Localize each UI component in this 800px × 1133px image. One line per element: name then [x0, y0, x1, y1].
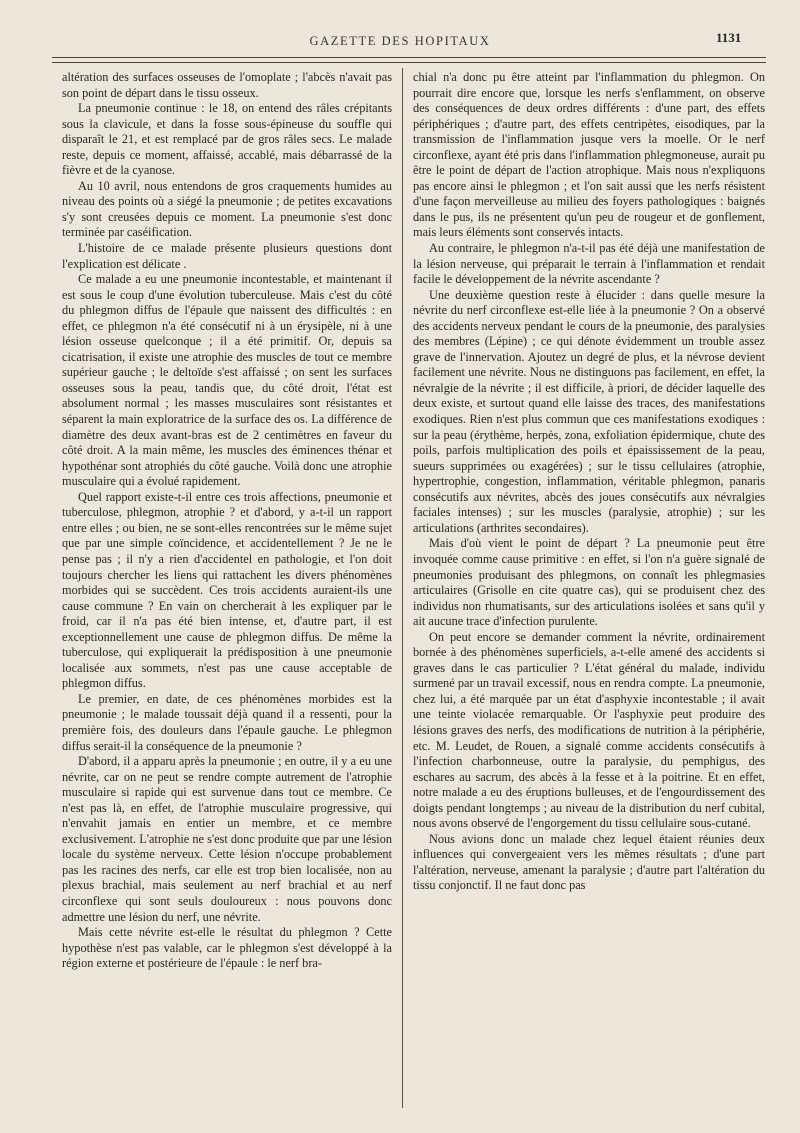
paragraph: Au contraire, le phlegmon n'a-t-il pas été déjà une manifestation de la lésion nerveuse, qui préparait le terrain à l'inflammation et rendait facile le développement de la névrite ascendante ? [413, 241, 765, 287]
page-number: 1131 [716, 30, 742, 45]
paragraph: On peut encore se demander comment la névrite, ordinairement bornée à des phénomènes superficiels, a-t-elle amené des accidents si graves dans le cas particulier ? L'état général du malade, individu surmené par un travail excessif, nous en rendra compte. La pneumonie, chez lui, a été marquée par un état d'asphyxie incontestable ; il avait une teinte violacée remarquable. Or l'asphyxie peut produire des lésions graves des nerfs, des modifications de nutrition à la périphérie, etc. M. Leudet, de Rouen, a signalé comme accidents consécutifs à l'infection charbonneuse, outre la paralysie, du pemphigus, des eschares au sacrum, des abcès à la fesse et à la poitrine. Et en effet, notre malade a eu des éruptions bulleuses, et de l'engourdissement des doigts pendant longtemps ; au niveau de la distribution du nerf cubital, nous avons observé de l'engorgement du tissu cellulaire sous-cutané. [413, 629, 765, 831]
header-rule [52, 57, 766, 58]
paragraph: La pneumonie continue : le 18, on entend des râles crépitants sous la clavicule, et dans la fosse sous-épineuse du souffle qui disparaît le 21, et est remplacé par de gros râles secs. Le malade reste, depuis ce moment, affaissé, accablé, mais débarrassé de la fièvre et de la cyanose. [62, 101, 392, 178]
paragraph: D'abord, il a apparu après la pneumonie ; en outre, il y a eu une névrite, car on ne peut se rendre compte autrement de l'atrophie musculaire si rapide qui est survenue dans tout ce membre. Ce n'est pas là, en effet, de l'atrophie musculaire progressive, qui n'envahit jamais en entier un membre, et ce membre exclusivement. L'atrophie ne s'est donc produite que par une lésion locale du système nerveux. Cette lésion n'occupe probablement pas les racines des nerfs, car elle est trop bien localisée, non au plexus brachial, mais seulement au nerf brachial et au nerf circonflexe qui sont seuls douloureux : nous pouvons donc admettre une lésion du nerf, une névrite. [62, 754, 392, 924]
paragraph: chial n'a donc pu être atteint par l'inflammation du phlegmon. On pourrait dire encore que, lorsque les nerfs s'enflamment, on observe des conséquences de deux ordres différents : d'une part, des effets périphériques ; d'autre part, des effets centripètes, eisodiques, par la transmission de l'inflammation jusque vers la moelle. Or le nerf circonflexe, ayant été pris dans l'inflammation phlegmoneuse, aurait pu être le point de départ de l'action atrophique. Mais nous n'expliquons pas encore ainsi le phlegmon ; et l'on sait aussi que les nerfs résistent d'une façon merveilleuse au milieu des foyers pathologiques : baignés dans le pus, ils ne présentent qu'un peu de rougeur et de gonflement, mais leurs éléments sont conservés intacts. [413, 70, 765, 240]
right-column [413, 70, 765, 894]
paragraph: Ce malade a eu une pneumonie incontestable, et maintenant il est sous le coup d'une évolution tuberculeuse. Mais c'est du côté du phlegmon diffus de l'épaule que naissent des difficultés : en effet, ce phlegmon n'a été consécutif ni à un érysipèle, ni à une lésion osseuse quelconque ; il a été primitif. Or, depuis sa cicatrisation, il existe une atrophie des muscles de tout ce membre supérieur gauche ; le deltoïde s'est affaissé ; on sent les surfaces osseuses sous la peau, tandis que, du côté droit, l'état est absolument normal ; les masses musculaires sont résistantes et séparent la main exploratrice de la surface des os. La différence de diamètre des deux avant-bras est de 2 centimètres en faveur du côté droit. A la main même, les muscles des éminences thénar et hypothénar sont atrophiés du côté gauche. Voilà donc une atrophie musculaire qui a évolué rapidement. [62, 272, 392, 489]
paragraph: Mais d'où vient le point de départ ? La pneumonie peut être invoquée comme cause primitive : en effet, si l'on n'a guère signalé de pneumonies produisant des phlegmons, on connaît les phlegmasies articulaires (Grisolle en cite quatre cas), qui se produisent chez des individus non rhumatisants, sur des articulations isolées et sans qu'il y ait aucune trace d'infection purulente. [413, 536, 765, 629]
paragraph: Une deuxième question reste à élucider : dans quelle mesure la névrite du nerf circonflexe est-elle liée à la pneumonie ? On a observé des accidents nerveux pendant le cours de la pneumonie, des paralysies des membres (Lépine) ; ce qui dénote évidemment un trouble assez grave de l'innervation. Ajoutez un degré de plus, et la névrose devient facilement une névrite. Nous ne distinguons pas facilement, en effet, la névralgie de la névrite ; il est difficile, à priori, de décider laquelle des deux existe, et surtout quand elle laisse des traces, des manifestations exodiques. Rien n'est plus commun que ces manifestations exodiques : sur la peau (érythème, herpès, zona, exfoliation épidermique, chute des poils, parfois multiplication des poils et épaississement de la peau, sueurs supprimées ou exagérées) ; sur le tissu cellulaires (atrophie, hypertrophie, congestion, inflammation, véritable phlegmon, panaris consécutifs aux névrites, abcès des joues consécutifs aux névralgies faciales intenses) ; sur les muscles (paralysie, atrophie) ; sur les articulations (arthrites secondaires). [413, 287, 765, 535]
left-column [62, 70, 392, 972]
paragraph: Mais cette névrite est-elle le résultat du phlegmon ? Cette hypothèse n'est pas valable, car le phlegmon s'est développé à la région externe et postérieure de l'épaule : le nerf bra- [62, 925, 392, 971]
paragraph: Nous avions donc un malade chez lequel étaient réunies deux influences qui convergeaient vers les mêmes résultats ; d'une part l'altération, nerveuse, amenant la paralysie ; d'autre part l'altération du tissu conjonctif. Il ne faut donc pas [413, 831, 765, 893]
paragraph: Le premier, en date, de ces phénomènes morbides est la pneumonie ; le malade toussait déjà quand il a ressenti, pour la première fois, des douleurs dans l'épaule gauche. Le phlegmon diffus serait-il la conséquence de la pneumonie ? [62, 691, 392, 753]
running-header-title: GAZETTE DES HOPITAUX [309, 34, 491, 48]
column-divider [402, 68, 403, 1108]
paragraph: Au 10 avril, nous entendons de gros craquements humides au niveau des points où a siégé la pneumonie ; de petites excavations s'y sont creusées depuis ce moment. La pneumonie s'est donc terminée par caséification. [62, 178, 392, 240]
header-rule-double [52, 62, 766, 63]
paragraph: altération des surfaces osseuses de l'omoplate ; l'abcès n'avait pas son point de départ dans le tissu osseux. [62, 70, 392, 100]
paragraph: L'histoire de ce malade présente plusieurs questions dont l'explication est délicate . [62, 241, 392, 271]
paragraph: Quel rapport existe-t-il entre ces trois affections, pneumonie et tuberculose, phlegmon, atrophie ? et d'abord, y a-t-il un rapport entre elles ; ou bien, ne se sont-elles rencontrées sur le même sujet que par une simple coïncidence, et accidentellement ? Je ne le pense pas ; il n'y a rien d'accidentel en pathologie, et l'on doit toujours chercher les liens qui rattachent les divers phénomènes morbides qui se succèdent. Ces trois accidents auraient-ils une cause commune ? En vain on chercherait à les expliquer par le froid, car il n'a pas été bien intense, et, d'autre part, il est exceptionnellement une cause de phlegmon diffus. De même la tuberculose, qui expliquerait la prédisposition à une pneumonie localisée aux sommets, n'est pas une cause acceptable de phlegmon diffus. [62, 489, 392, 691]
